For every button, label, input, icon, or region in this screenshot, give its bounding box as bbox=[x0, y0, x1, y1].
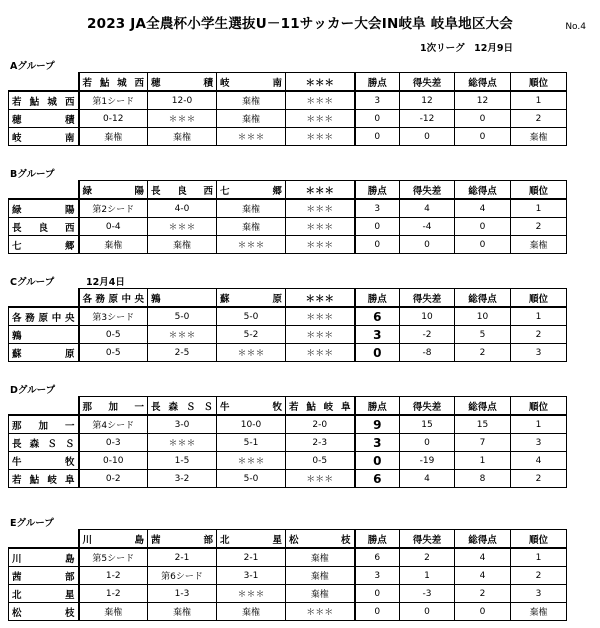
match-result-cell: 棄権 bbox=[286, 567, 355, 585]
stat-cell: 0 bbox=[355, 128, 400, 146]
match-result-cell: 3-0 bbox=[148, 415, 217, 434]
corner-cell bbox=[9, 73, 79, 92]
column-team-header: 那加一 bbox=[79, 397, 148, 416]
table-row bbox=[9, 585, 567, 603]
match-result-cell: 5-1 bbox=[217, 434, 286, 452]
row-team-name: 川島 bbox=[9, 548, 79, 567]
stat-cell: 12 bbox=[455, 91, 511, 110]
column-team-header: 七郷 bbox=[217, 181, 286, 200]
stat-cell: 0 bbox=[355, 603, 400, 621]
stat-cell: 0 bbox=[400, 128, 455, 146]
stat-cell: 棄権 bbox=[511, 236, 567, 254]
stat-cell: 4 bbox=[455, 199, 511, 218]
stat-cell: 9 bbox=[355, 415, 400, 434]
corner-cell bbox=[9, 530, 79, 549]
table-row bbox=[9, 452, 567, 470]
group-label: Dグループ bbox=[10, 385, 56, 396]
match-result-cell: 2-1 bbox=[217, 548, 286, 567]
table-row bbox=[9, 236, 567, 254]
stat-cell: 3 bbox=[355, 567, 400, 585]
group-label: Eグループ bbox=[10, 518, 54, 529]
match-result-cell: 棄権 bbox=[79, 128, 148, 146]
stat-cell: 0 bbox=[400, 603, 455, 621]
match-result-cell: ＊＊＊ bbox=[286, 218, 355, 236]
stat-cell: 6 bbox=[355, 548, 400, 567]
stat-cell: 1 bbox=[511, 415, 567, 434]
row-team-name: 七郷 bbox=[9, 236, 79, 254]
column-team-header: ＊＊＊ bbox=[286, 289, 355, 308]
match-result-cell: 4-0 bbox=[148, 199, 217, 218]
match-result-cell: 0-2 bbox=[79, 470, 148, 488]
table-row bbox=[9, 218, 567, 236]
match-result-cell: 1-5 bbox=[148, 452, 217, 470]
stat-header: 順位 bbox=[511, 397, 567, 416]
column-team-header: 松枝 bbox=[286, 530, 355, 549]
stat-cell: 8 bbox=[455, 470, 511, 488]
document-title: 2023 JA全農杯小学生選抜U－11サッカー大会IN岐阜 岐阜地区大会 bbox=[87, 16, 513, 32]
match-result-cell: ＊＊＊ bbox=[217, 236, 286, 254]
match-result-cell: 棄権 bbox=[148, 236, 217, 254]
column-team-header: 鶉 bbox=[148, 289, 217, 308]
stat-cell: 0 bbox=[400, 434, 455, 452]
match-result-cell: ＊＊＊ bbox=[286, 344, 355, 362]
stat-cell: 1 bbox=[511, 307, 567, 326]
table-header-row bbox=[9, 289, 567, 308]
page-number: No.4 bbox=[565, 22, 586, 32]
column-team-header: 北星 bbox=[217, 530, 286, 549]
group-label: Bグループ bbox=[10, 169, 55, 180]
match-result-cell: 2-1 bbox=[148, 548, 217, 567]
match-result-cell: ＊＊＊ bbox=[217, 128, 286, 146]
stat-header: 順位 bbox=[511, 73, 567, 92]
stat-cell: 12 bbox=[400, 91, 455, 110]
match-result-cell: 第4シード bbox=[79, 415, 148, 434]
stat-cell: 6 bbox=[355, 307, 400, 326]
match-result-cell: ＊＊＊ bbox=[286, 236, 355, 254]
column-team-header: 蘇原 bbox=[217, 289, 286, 308]
row-team-name: 北星 bbox=[9, 585, 79, 603]
match-result-cell: 棄権 bbox=[217, 218, 286, 236]
row-team-name: 牛牧 bbox=[9, 452, 79, 470]
stat-cell: 0 bbox=[400, 236, 455, 254]
row-team-name: 各務原中央 bbox=[9, 307, 79, 326]
table-row bbox=[9, 434, 567, 452]
stat-cell: 3 bbox=[355, 434, 400, 452]
row-team-name: 緑陽 bbox=[9, 199, 79, 218]
match-result-cell: ＊＊＊ bbox=[148, 434, 217, 452]
stat-cell: 15 bbox=[455, 415, 511, 434]
match-result-cell: 第2シード bbox=[79, 199, 148, 218]
match-result-cell: 棄権 bbox=[217, 199, 286, 218]
stat-cell: 2 bbox=[511, 110, 567, 128]
column-team-header: 各務原中央 bbox=[79, 289, 148, 308]
row-team-name: 若鮎城西 bbox=[9, 91, 79, 110]
stat-cell: 15 bbox=[400, 415, 455, 434]
stat-cell: 0 bbox=[455, 236, 511, 254]
match-result-cell: 棄権 bbox=[79, 236, 148, 254]
row-team-name: 長良西 bbox=[9, 218, 79, 236]
stat-cell: 2 bbox=[400, 548, 455, 567]
column-team-header: 緑陽 bbox=[79, 181, 148, 200]
match-result-cell: 棄権 bbox=[217, 603, 286, 621]
table-header-row bbox=[9, 73, 567, 92]
stat-cell: -12 bbox=[400, 110, 455, 128]
table-row bbox=[9, 326, 567, 344]
match-result-cell: 1-3 bbox=[148, 585, 217, 603]
match-result-cell: 0-5 bbox=[79, 326, 148, 344]
match-result-cell: 0-5 bbox=[79, 344, 148, 362]
match-result-cell: 2-0 bbox=[286, 415, 355, 434]
table-row bbox=[9, 110, 567, 128]
group-table bbox=[8, 396, 567, 488]
stat-cell: 2 bbox=[511, 218, 567, 236]
table-row bbox=[9, 415, 567, 434]
stat-cell: 4 bbox=[455, 548, 511, 567]
stat-cell: 4 bbox=[511, 452, 567, 470]
stat-cell: 3 bbox=[511, 344, 567, 362]
match-result-cell: 0-3 bbox=[79, 434, 148, 452]
stat-header: 総得点 bbox=[455, 73, 511, 92]
stat-cell: 1 bbox=[511, 199, 567, 218]
table-header-row bbox=[9, 181, 567, 200]
stat-header: 得失差 bbox=[400, 289, 455, 308]
stat-cell: 1 bbox=[455, 452, 511, 470]
column-team-header: 長良西 bbox=[148, 181, 217, 200]
match-result-cell: ＊＊＊ bbox=[286, 603, 355, 621]
match-result-cell: 棄権 bbox=[148, 603, 217, 621]
match-result-cell: ＊＊＊ bbox=[217, 585, 286, 603]
corner-cell bbox=[9, 397, 79, 416]
table-row bbox=[9, 91, 567, 110]
table-row bbox=[9, 344, 567, 362]
match-result-cell: ＊＊＊ bbox=[217, 344, 286, 362]
match-result-cell: ＊＊＊ bbox=[217, 452, 286, 470]
table-header-row bbox=[9, 397, 567, 416]
stat-cell: 3 bbox=[511, 585, 567, 603]
stat-cell: 4 bbox=[455, 567, 511, 585]
match-result-cell: ＊＊＊ bbox=[286, 470, 355, 488]
stat-cell: 0 bbox=[355, 218, 400, 236]
row-team-name: 岐南 bbox=[9, 128, 79, 146]
match-result-cell: ＊＊＊ bbox=[148, 218, 217, 236]
match-result-cell: 1-2 bbox=[79, 585, 148, 603]
table-header-row bbox=[9, 530, 567, 549]
match-result-cell: 0-5 bbox=[286, 452, 355, 470]
match-result-cell: ＊＊＊ bbox=[286, 326, 355, 344]
group-label: Cグループ bbox=[10, 277, 55, 288]
column-team-header: 長森ＳＳ bbox=[148, 397, 217, 416]
stat-cell: 2 bbox=[511, 567, 567, 585]
match-result-cell: 棄権 bbox=[148, 128, 217, 146]
stat-cell: 7 bbox=[455, 434, 511, 452]
stat-cell: 3 bbox=[511, 434, 567, 452]
stat-cell: 3 bbox=[355, 326, 400, 344]
match-result-cell: 第3シード bbox=[79, 307, 148, 326]
stat-header: 勝点 bbox=[355, 73, 400, 92]
match-result-cell: 5-2 bbox=[217, 326, 286, 344]
row-team-name: 茜部 bbox=[9, 567, 79, 585]
stat-header: 順位 bbox=[511, 181, 567, 200]
match-result-cell: 棄権 bbox=[286, 585, 355, 603]
match-result-cell: 5-0 bbox=[148, 307, 217, 326]
stat-header: 勝点 bbox=[355, 289, 400, 308]
column-team-header: 茜部 bbox=[148, 530, 217, 549]
column-team-header: ＊＊＊ bbox=[286, 181, 355, 200]
row-team-name: 若鮎岐阜 bbox=[9, 470, 79, 488]
match-result-cell: 5-0 bbox=[217, 307, 286, 326]
stat-cell: 10 bbox=[455, 307, 511, 326]
league-date: 1次リーグ 12月9日 bbox=[420, 43, 513, 54]
match-result-cell: 第1シード bbox=[79, 91, 148, 110]
match-result-cell: 10-0 bbox=[217, 415, 286, 434]
row-team-name: 松枝 bbox=[9, 603, 79, 621]
row-team-name: 鶉 bbox=[9, 326, 79, 344]
column-team-header: 若鮎岐阜 bbox=[286, 397, 355, 416]
match-result-cell: 5-0 bbox=[217, 470, 286, 488]
table-row bbox=[9, 470, 567, 488]
stat-cell: -19 bbox=[400, 452, 455, 470]
match-result-cell: ＊＊＊ bbox=[286, 91, 355, 110]
stat-header: 得失差 bbox=[400, 181, 455, 200]
group-table bbox=[8, 180, 567, 254]
table-row bbox=[9, 307, 567, 326]
row-team-name: 蘇原 bbox=[9, 344, 79, 362]
stat-cell: 0 bbox=[455, 128, 511, 146]
group-table bbox=[8, 529, 567, 621]
match-result-cell: 2-5 bbox=[148, 344, 217, 362]
match-result-cell: 3-1 bbox=[217, 567, 286, 585]
group-table bbox=[8, 72, 567, 146]
stat-cell: 0 bbox=[355, 110, 400, 128]
match-result-cell: 1-2 bbox=[79, 567, 148, 585]
match-result-cell: 棄権 bbox=[79, 603, 148, 621]
table-row bbox=[9, 548, 567, 567]
match-result-cell: 0-4 bbox=[79, 218, 148, 236]
stat-header: 順位 bbox=[511, 530, 567, 549]
stat-header: 総得点 bbox=[455, 530, 511, 549]
stat-header: 総得点 bbox=[455, 181, 511, 200]
table-row bbox=[9, 128, 567, 146]
match-result-cell: ＊＊＊ bbox=[148, 110, 217, 128]
stat-cell: 2 bbox=[455, 344, 511, 362]
stat-cell: 3 bbox=[355, 91, 400, 110]
column-team-header: 川島 bbox=[79, 530, 148, 549]
column-team-header: 牛牧 bbox=[217, 397, 286, 416]
stat-header: 得失差 bbox=[400, 397, 455, 416]
match-result-cell: ＊＊＊ bbox=[286, 110, 355, 128]
table-row bbox=[9, 603, 567, 621]
stat-header: 総得点 bbox=[455, 289, 511, 308]
column-team-header: 岐南 bbox=[217, 73, 286, 92]
column-team-header: ＊＊＊ bbox=[286, 73, 355, 92]
stat-cell: 5 bbox=[455, 326, 511, 344]
stat-header: 得失差 bbox=[400, 73, 455, 92]
match-result-cell: 棄権 bbox=[217, 110, 286, 128]
match-result-cell: 第6シード bbox=[148, 567, 217, 585]
stat-header: 順位 bbox=[511, 289, 567, 308]
stat-cell: 棄権 bbox=[511, 603, 567, 621]
stat-cell: 0 bbox=[455, 218, 511, 236]
row-team-name: 長森ＳＳ bbox=[9, 434, 79, 452]
stat-cell: 2 bbox=[455, 585, 511, 603]
stat-cell: -8 bbox=[400, 344, 455, 362]
group-date: 12月4日 bbox=[86, 277, 125, 288]
stat-cell: 10 bbox=[400, 307, 455, 326]
stat-cell: 1 bbox=[511, 91, 567, 110]
column-team-header: 穂積 bbox=[148, 73, 217, 92]
stat-cell: 0 bbox=[355, 585, 400, 603]
match-result-cell: 棄権 bbox=[217, 91, 286, 110]
stat-cell: 0 bbox=[355, 452, 400, 470]
group-label: Aグループ bbox=[10, 61, 55, 72]
table-row bbox=[9, 567, 567, 585]
stat-cell: 2 bbox=[511, 326, 567, 344]
stat-header: 勝点 bbox=[355, 530, 400, 549]
table-row bbox=[9, 199, 567, 218]
stat-cell: 6 bbox=[355, 470, 400, 488]
match-result-cell: 12-0 bbox=[148, 91, 217, 110]
stat-header: 勝点 bbox=[355, 181, 400, 200]
match-result-cell: ＊＊＊ bbox=[286, 307, 355, 326]
match-result-cell: 棄権 bbox=[286, 548, 355, 567]
match-result-cell: ＊＊＊ bbox=[148, 326, 217, 344]
match-result-cell: 0-12 bbox=[79, 110, 148, 128]
stat-cell: 4 bbox=[400, 199, 455, 218]
match-result-cell: ＊＊＊ bbox=[286, 128, 355, 146]
stat-cell: 2 bbox=[511, 470, 567, 488]
row-team-name: 那加一 bbox=[9, 415, 79, 434]
stat-cell: 0 bbox=[455, 110, 511, 128]
stat-header: 勝点 bbox=[355, 397, 400, 416]
match-result-cell: 2-3 bbox=[286, 434, 355, 452]
stat-cell: 棄権 bbox=[511, 128, 567, 146]
match-result-cell: 第5シード bbox=[79, 548, 148, 567]
stat-cell: -2 bbox=[400, 326, 455, 344]
row-team-name: 穂積 bbox=[9, 110, 79, 128]
stat-cell: 0 bbox=[455, 603, 511, 621]
match-result-cell: 0-10 bbox=[79, 452, 148, 470]
stat-cell: 0 bbox=[355, 236, 400, 254]
stat-cell: -4 bbox=[400, 218, 455, 236]
stat-cell: 0 bbox=[355, 344, 400, 362]
stat-cell: 1 bbox=[511, 548, 567, 567]
column-team-header: 若鮎城西 bbox=[79, 73, 148, 92]
stat-cell: 4 bbox=[400, 470, 455, 488]
stat-cell: 1 bbox=[400, 567, 455, 585]
corner-cell bbox=[9, 289, 79, 308]
group-table bbox=[8, 288, 567, 362]
match-result-cell: ＊＊＊ bbox=[286, 199, 355, 218]
stat-cell: -3 bbox=[400, 585, 455, 603]
stat-header: 総得点 bbox=[455, 397, 511, 416]
stat-header: 得失差 bbox=[400, 530, 455, 549]
stat-cell: 3 bbox=[355, 199, 400, 218]
match-result-cell: 3-2 bbox=[148, 470, 217, 488]
corner-cell bbox=[9, 181, 79, 200]
